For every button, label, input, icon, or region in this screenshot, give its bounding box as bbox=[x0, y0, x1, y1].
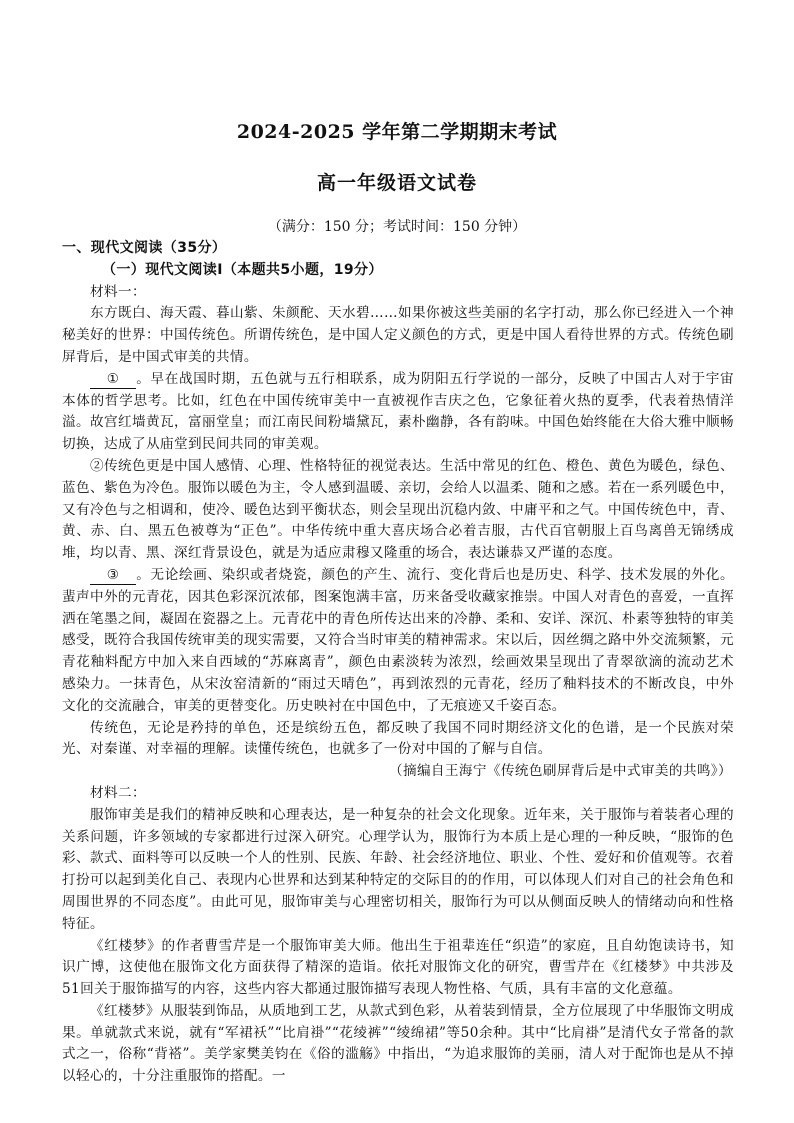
material1-paragraph-5: 传统色，无论是矜持的单色，还是缤纷五色，都反映了我国不同时期经济文化的色谱，是一个民族对荣光、对秦谨、对幸福的理解。读懂传统色，也就多了一份对中国的了解与自信。 bbox=[62, 719, 734, 758]
answer-blank-1: ① bbox=[90, 370, 136, 389]
subsection-heading: （一）现代文阅读Ⅰ（本题共5小题，19分） bbox=[102, 261, 383, 278]
section-heading: 一、现代文阅读（35分） bbox=[62, 240, 227, 256]
material1-paragraph-2-text: 。早在战国时期，五色就与五行相联系，成为阴阳五行学说的一部分，反映了中国古人对于宇宙本体的哲学思考。比如，红色在中国传统审美中一直被视作吉庆之色，它象征着火热的夏季，代表着热情洋溢。故宫红墙黄瓦，富丽堂皇；而江南民间粉墙黛瓦，素朴幽静，各有韵味。中国色始终能在大俗大雅中顺畅切换，达成了从庙堂到民间共同的审美观。 bbox=[62, 370, 734, 453]
material1-paragraph-4 bbox=[62, 565, 734, 718]
material1-label: 材料一： bbox=[90, 283, 146, 300]
material1-paragraph-4-text: 。无论绘画、染织或者烧瓷，颜色的产生、流行、变化背后也是历史、科学、技术发展的外化。蜚声中外的元青花，因其色彩深沉浓郁，图案饱满丰富，历来备受收藏家推崇。中国人对青色的喜爱，一直挥洒在笔墨之间，凝固在瓷器之上。元青花中的青色所传达出来的冷静、柔和、安详、深沉、朴素等独特的审美感受，既符合我国传统审美的现实需要，又符合当时审美的精神需求。宋以后，因丝绸之路中外交流频繁，元青花釉料配方中加入来自西域的“苏麻离青”，颜色由素淡转为浓烈，绘画效果呈现出了青翠欲滴的流动艺术感染力。一抹青色，从宋汝窑清新的“雨过天晴色”，再到浓烈的元青花，经历了釉料技术的不断改良，中外文化的交流融合，审美的更替变化。历史映衬在中国色中，了无痕迹又千姿百态。 bbox=[62, 566, 734, 714]
material2-paragraph-3: 《红楼梦》从服装到饰品，从质地到工艺，从款式到色彩，从着装到情景，全方位展现了中华服饰文明成果。单就款式来说，就有“军裙袄”“比肩褂”“花绫裤”“绫绵裙”等50余种。其中“比肩褂”是清代女子常备的款式之一，俗称“背褡”。美学家樊美钧在《俗的滥觞》中指出，“为追求服饰的美丽，清人对于配饰也是从不掉以轻心的，十分注重服饰的搭配。一 bbox=[62, 1002, 734, 1085]
answer-blank-3: ③ bbox=[90, 566, 136, 585]
material2-label: 材料二： bbox=[90, 784, 146, 801]
material2-paragraph-2: 《红楼梦》的作者曹雪芹是一个服饰审美大师。他出生于祖辈连任“织造”的家庭，且自幼饱读诗书，知识广博，这使他在服饰文化方面获得了精深的造诣。依托对服饰文化的研究，曹雪芹在《红楼梦》中共涉及51回关于服饰描写的内容，这些内容大都通过服饰描写表现人物性格、气质，具有丰富的文化意蕴。 bbox=[62, 937, 734, 998]
exam-subtitle: 高一年级语文试卷 bbox=[316, 172, 477, 194]
material2-paragraph-1: 服饰审美是我们的精神反映和心理表达，是一种复杂的社会文化现象。近年来，关于服饰与着装者心理的关系问题，许多领域的专家都进行过深入研究。心理学认为，服饰行为本质上是心理的一种反映，“服饰的色彩、款式、面料等可以反映一个人的性别、民族、年龄、社会经济地位、职业、个性、爱好和价值观等。衣着打扮可以起到美化自己、表现内心世界和达到某种特定的交际目的的作用，可以体现人们对自己的社会角色和周围世界的不同态度”。由此可见，服饰审美与心理密切相关，服饰行为可以从侧面反映人的情绪动向和性格特征。 bbox=[62, 806, 734, 932]
material1-paragraph-1: 东方既白、海天霞、暮山紫、朱颜酡、天水碧……如果你被这些美丽的名字打动，那么你已经进入一个神秘美好的世界：中国传统色。所谓传统色，是中国人定义颜色的方式，更是中国人看待世界的方式。传统色刷屏背后，是中国式审美的共情。 bbox=[62, 305, 734, 365]
material1-paragraph-3: ②传统色更是中国人感情、心理、性格特征的视觉表达。生活中常见的红色、橙色、黄色为暖色，绿色、蓝色、紫色为冷色。服饰以暖色为主，令人感到温暖、亲切，会给人以温柔、随和之感。若在一系列暖色中，又有冷色与之相调和，使冷、暖色达到平衡状态，则会呈现出沉稳内敛、中庸平和之气。中国传统色中，青、黄、赤、白、黑五色被尊为“正色”。中华传统中重大喜庆场合必着吉服，古代百官朝服上百鸟离兽无锦绣成堆，均以青、黑、深红背景设色，就是为适应肃穆又隆重的场合，表达谦恭又严谨的态度。 bbox=[62, 457, 734, 562]
exam-title: 2024-2025 学年第二学期期末考试 bbox=[236, 121, 558, 143]
material1-paragraph-2 bbox=[62, 369, 734, 456]
exam-meta: （满分：150 分；考试时间：150 分钟） bbox=[267, 219, 527, 235]
exam-body bbox=[62, 238, 734, 1088]
material1-source: （摘编自王海宁《传统色刷屏背后是中式审美的共鸣》） bbox=[388, 763, 732, 780]
